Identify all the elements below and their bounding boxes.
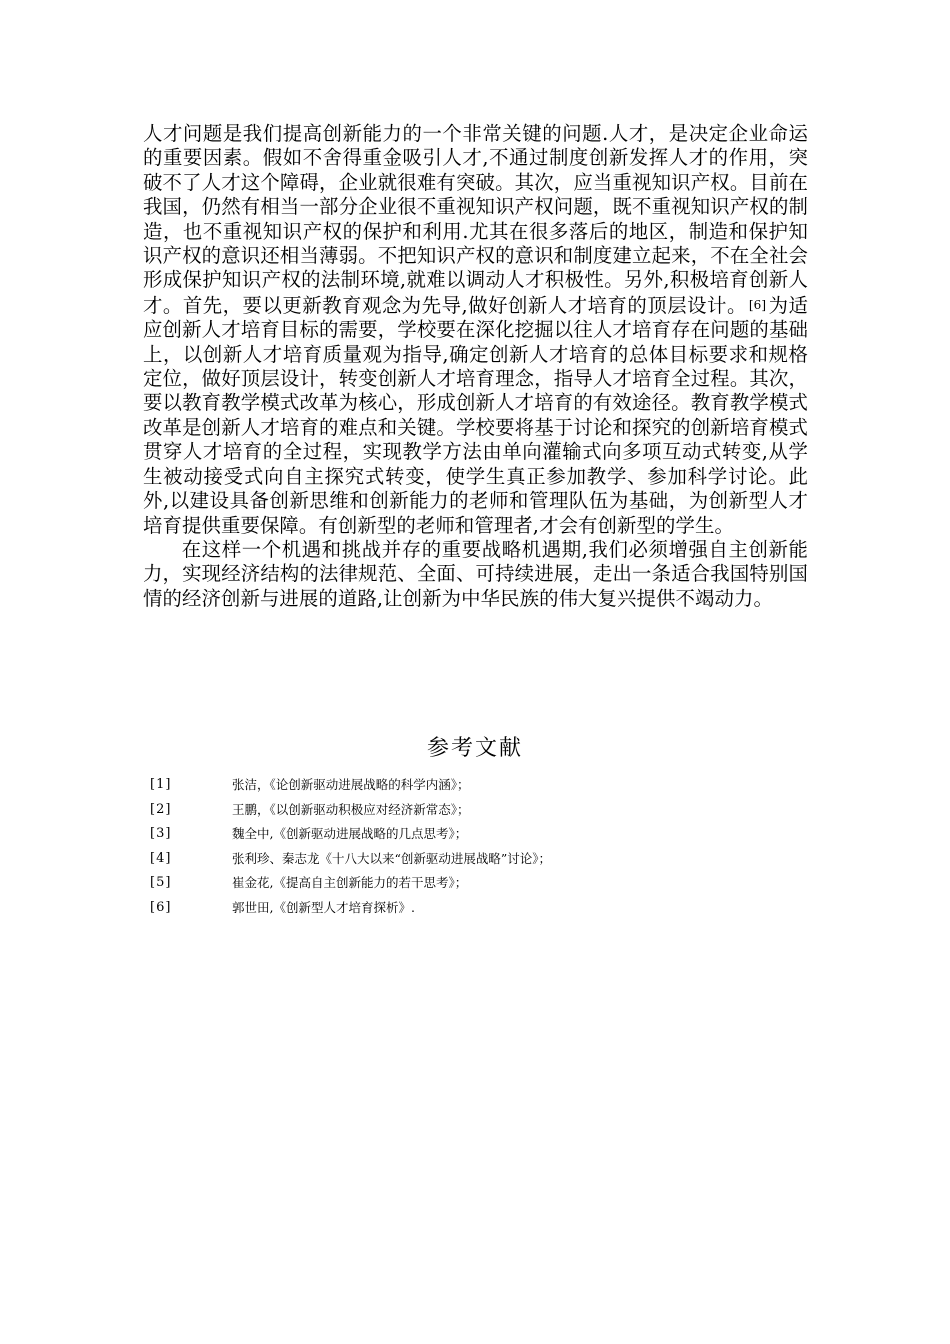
reference-number: [6]	[150, 899, 172, 915]
reference-item	[150, 825, 810, 850]
paragraph-1	[143, 122, 808, 538]
reference-text: 魏全中,《创新驱动进展战略的几点思考》；	[232, 826, 468, 842]
reference-number: [5]	[150, 875, 172, 891]
reference-item	[150, 801, 810, 826]
reference-number: [4]	[150, 850, 172, 866]
reference-number: [3]	[150, 826, 172, 842]
reference-text: 郭世田,《创新型人才培育探析》.	[232, 899, 415, 915]
paragraph-1-text-b: 为适应创新人才培育目标的需要，学校要在深化挖掘以往人才培育存在问题的基础上，以创新人才培育质量观为指导,确定创新人才培育的总体目标要求和规格定位，做好顶层设计，转变创新人才培育理念，指导人才培育全过程。其次，要以教育教学模式改革为核心，形成创新人才培育的有效途径。教育教学模式改革是创新人才培育的难点和关键。学校要将基于讨论和探究的创新培育模式贯穿人才培育的全过程，实现教学方法由单向灌输式向多项互动式转变,从学生被动接受式向自主探究式转变，使学生真正参加教学、参加科学讨论。此外,以建设具备创新思维和创新能力的老师和管理队伍为基础，为创新型人才培育提供重要保障。有创新型的老师和管理者,才会有创新型的学生。	[143, 293, 809, 537]
reference-text: 张利珍、秦志龙《十八大以来“创新驱动进展战略”讨论》；	[232, 850, 552, 866]
reference-text: 王鹏，《以创新驱动积极应对经济新常态》；	[232, 801, 470, 817]
reference-item	[150, 899, 810, 924]
reference-item	[150, 850, 810, 875]
citation-marker: [6]	[748, 297, 767, 312]
reference-number: [2]	[150, 801, 172, 817]
paragraph-1-text-a: 人才问题是我们提高创新能力的一个非常关键的问题.人才，是决定企业命运的重要因素。假如不舍得重金吸引人才,不通过制度创新发挥人才的作用，突破不了人才这个障碍，企业就很难有突破。其次，应当重视知识产权。目前在我国，仍然有相当一部分企业很不重视知识产权问题，既不重视知识产权的制造，也不重视知识产权的保护和利用.尤其在很多落后的地区，制造和保护知识产权的意识还相当薄弱。不把知识产权的意识和制度建立起来，不在全社会形成保护知识产权的法制环境,就难以调动人才积极性。另外,积极培育创新人才。首先，要以更新教育观念为先导,做好创新人才培育的顶层设计。	[143, 122, 808, 317]
paragraph-2: 在这样一个机遇和挑战并存的重要战略机遇期,我们必须增强自主创新能力，实现经济结构的法律规范、全面、可持续进展，走出一条适合我国特别国情的经济创新与进展的道路,让创新为中华民族的伟大复兴提供不竭动力。	[143, 537, 808, 610]
reference-list	[150, 776, 810, 924]
reference-item	[150, 776, 810, 801]
reference-text: 崔金花,《提高自主创新能力的若干思考》；	[232, 875, 468, 891]
body-text	[143, 122, 808, 611]
reference-text: 张洁，《论创新驱动进展战略的科学内涵》；	[232, 777, 470, 792]
reference-item	[150, 874, 810, 899]
reference-number: [1]	[150, 777, 172, 792]
references-title: 参考文献	[426, 736, 523, 761]
